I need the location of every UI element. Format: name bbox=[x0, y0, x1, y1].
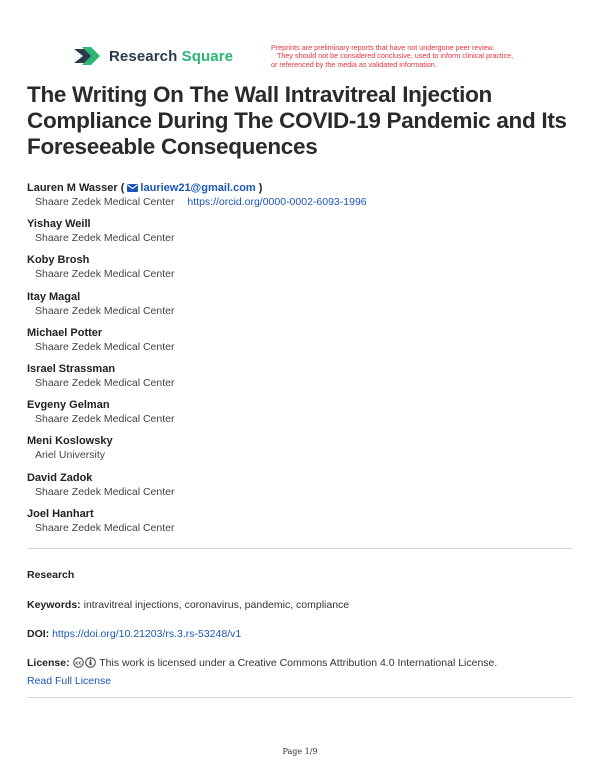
creative-commons-icon bbox=[73, 657, 84, 668]
author-affiliation: Shaare Zedek Medical Center bbox=[35, 376, 175, 389]
header bbox=[73, 44, 553, 76]
author-name: David Zadok bbox=[27, 471, 93, 484]
keywords-row bbox=[27, 599, 349, 611]
author-affiliation: Shaare Zedek Medical Center bbox=[35, 340, 175, 353]
author-affiliation: Shaare Zedek Medical Center bbox=[35, 413, 175, 426]
orcid-link[interactable]: https://orcid.org/0000-0002-6093-1996 bbox=[187, 196, 367, 208]
divider bbox=[27, 548, 573, 549]
author-affiliation: Ariel University bbox=[35, 449, 106, 462]
disclaimer-line: They should not be considered conclusive, used to inform clinical practice, bbox=[277, 51, 514, 61]
author-item bbox=[27, 326, 577, 362]
author-name: Yishay Weill bbox=[27, 218, 91, 231]
author-item bbox=[27, 434, 577, 470]
divider bbox=[27, 697, 573, 698]
author-item bbox=[27, 217, 577, 253]
keywords-label: Keywords: bbox=[27, 599, 81, 611]
author-affiliation: Shaare Zedek Medical Center bbox=[35, 268, 175, 281]
keywords-value: intravitreal injections, coronavirus, pandemic, compliance bbox=[83, 599, 350, 611]
research-square-logo[interactable] bbox=[73, 46, 233, 66]
doi-link[interactable]: https://doi.org/10.21203/rs.3.rs-53248/v1 bbox=[52, 628, 242, 640]
logo-text-secondary: Square bbox=[181, 47, 234, 65]
article-type: Research bbox=[27, 569, 75, 581]
author-name: Koby Brosh bbox=[27, 254, 90, 267]
doi-label: DOI: bbox=[27, 628, 50, 640]
disclaimer-line: or referenced by the media as validated information. bbox=[271, 59, 437, 69]
license-text: This work is licensed under a Creative Commons Attribution 4.0 International License. bbox=[99, 657, 498, 669]
doi-row bbox=[27, 628, 241, 640]
author-affiliation: Shaare Zedek Medical Center bbox=[35, 485, 175, 498]
author-name: Meni Koslowsky bbox=[27, 435, 113, 448]
author-affiliation: Shaare Zedek Medical Center bbox=[35, 521, 175, 534]
mail-icon bbox=[127, 184, 138, 192]
author-item bbox=[27, 253, 577, 289]
page-number: Page 1/9 bbox=[282, 747, 318, 756]
author-name: Israel Strassman bbox=[27, 362, 116, 375]
author-item: Lauren M Wasser ( lauriew21@gmail.com ) Shaare Zedek Medical Center https://orcid.org/0000-0002-6093-1996 bbox=[27, 182, 367, 208]
author-name: Itay Magal bbox=[27, 290, 81, 303]
author-email-link[interactable]: lauriew21@gmail.com bbox=[140, 182, 256, 194]
author-item bbox=[27, 507, 577, 543]
author-list bbox=[27, 181, 577, 543]
author-item bbox=[27, 362, 577, 398]
research-square-logo-icon bbox=[73, 46, 101, 66]
attribution-icon bbox=[85, 657, 96, 668]
license-label: License: bbox=[27, 657, 70, 669]
author-affiliation: Shaare Zedek Medical Center bbox=[35, 196, 175, 208]
license-row bbox=[27, 657, 497, 669]
author-name: Evgeny Gelman bbox=[27, 399, 110, 412]
disclaimer-line: Preprints are preliminary reports that have not undergone peer review. bbox=[271, 43, 495, 52]
logo-text-primary: Research bbox=[109, 47, 178, 65]
author-item bbox=[27, 398, 577, 434]
preprint-disclaimer bbox=[271, 44, 561, 69]
author-item bbox=[27, 290, 577, 326]
author-affiliation: Shaare Zedek Medical Center bbox=[35, 232, 175, 245]
author-item bbox=[27, 471, 577, 507]
paper-title: The Writing On The Wall Intravitreal Injection Compliance During The COVID-19 Pandemic and Its Foreseeable Consequences bbox=[27, 82, 567, 159]
author-name: Lauren M Wasser bbox=[27, 182, 118, 194]
svg-text:cc: cc bbox=[74, 660, 82, 667]
author-name: Michael Potter bbox=[27, 326, 103, 339]
read-full-license-link[interactable]: Read Full License bbox=[27, 675, 112, 687]
logo-text bbox=[109, 48, 233, 65]
author-affiliation: Shaare Zedek Medical Center bbox=[35, 304, 175, 317]
author-name: Joel Hanhart bbox=[27, 507, 94, 520]
